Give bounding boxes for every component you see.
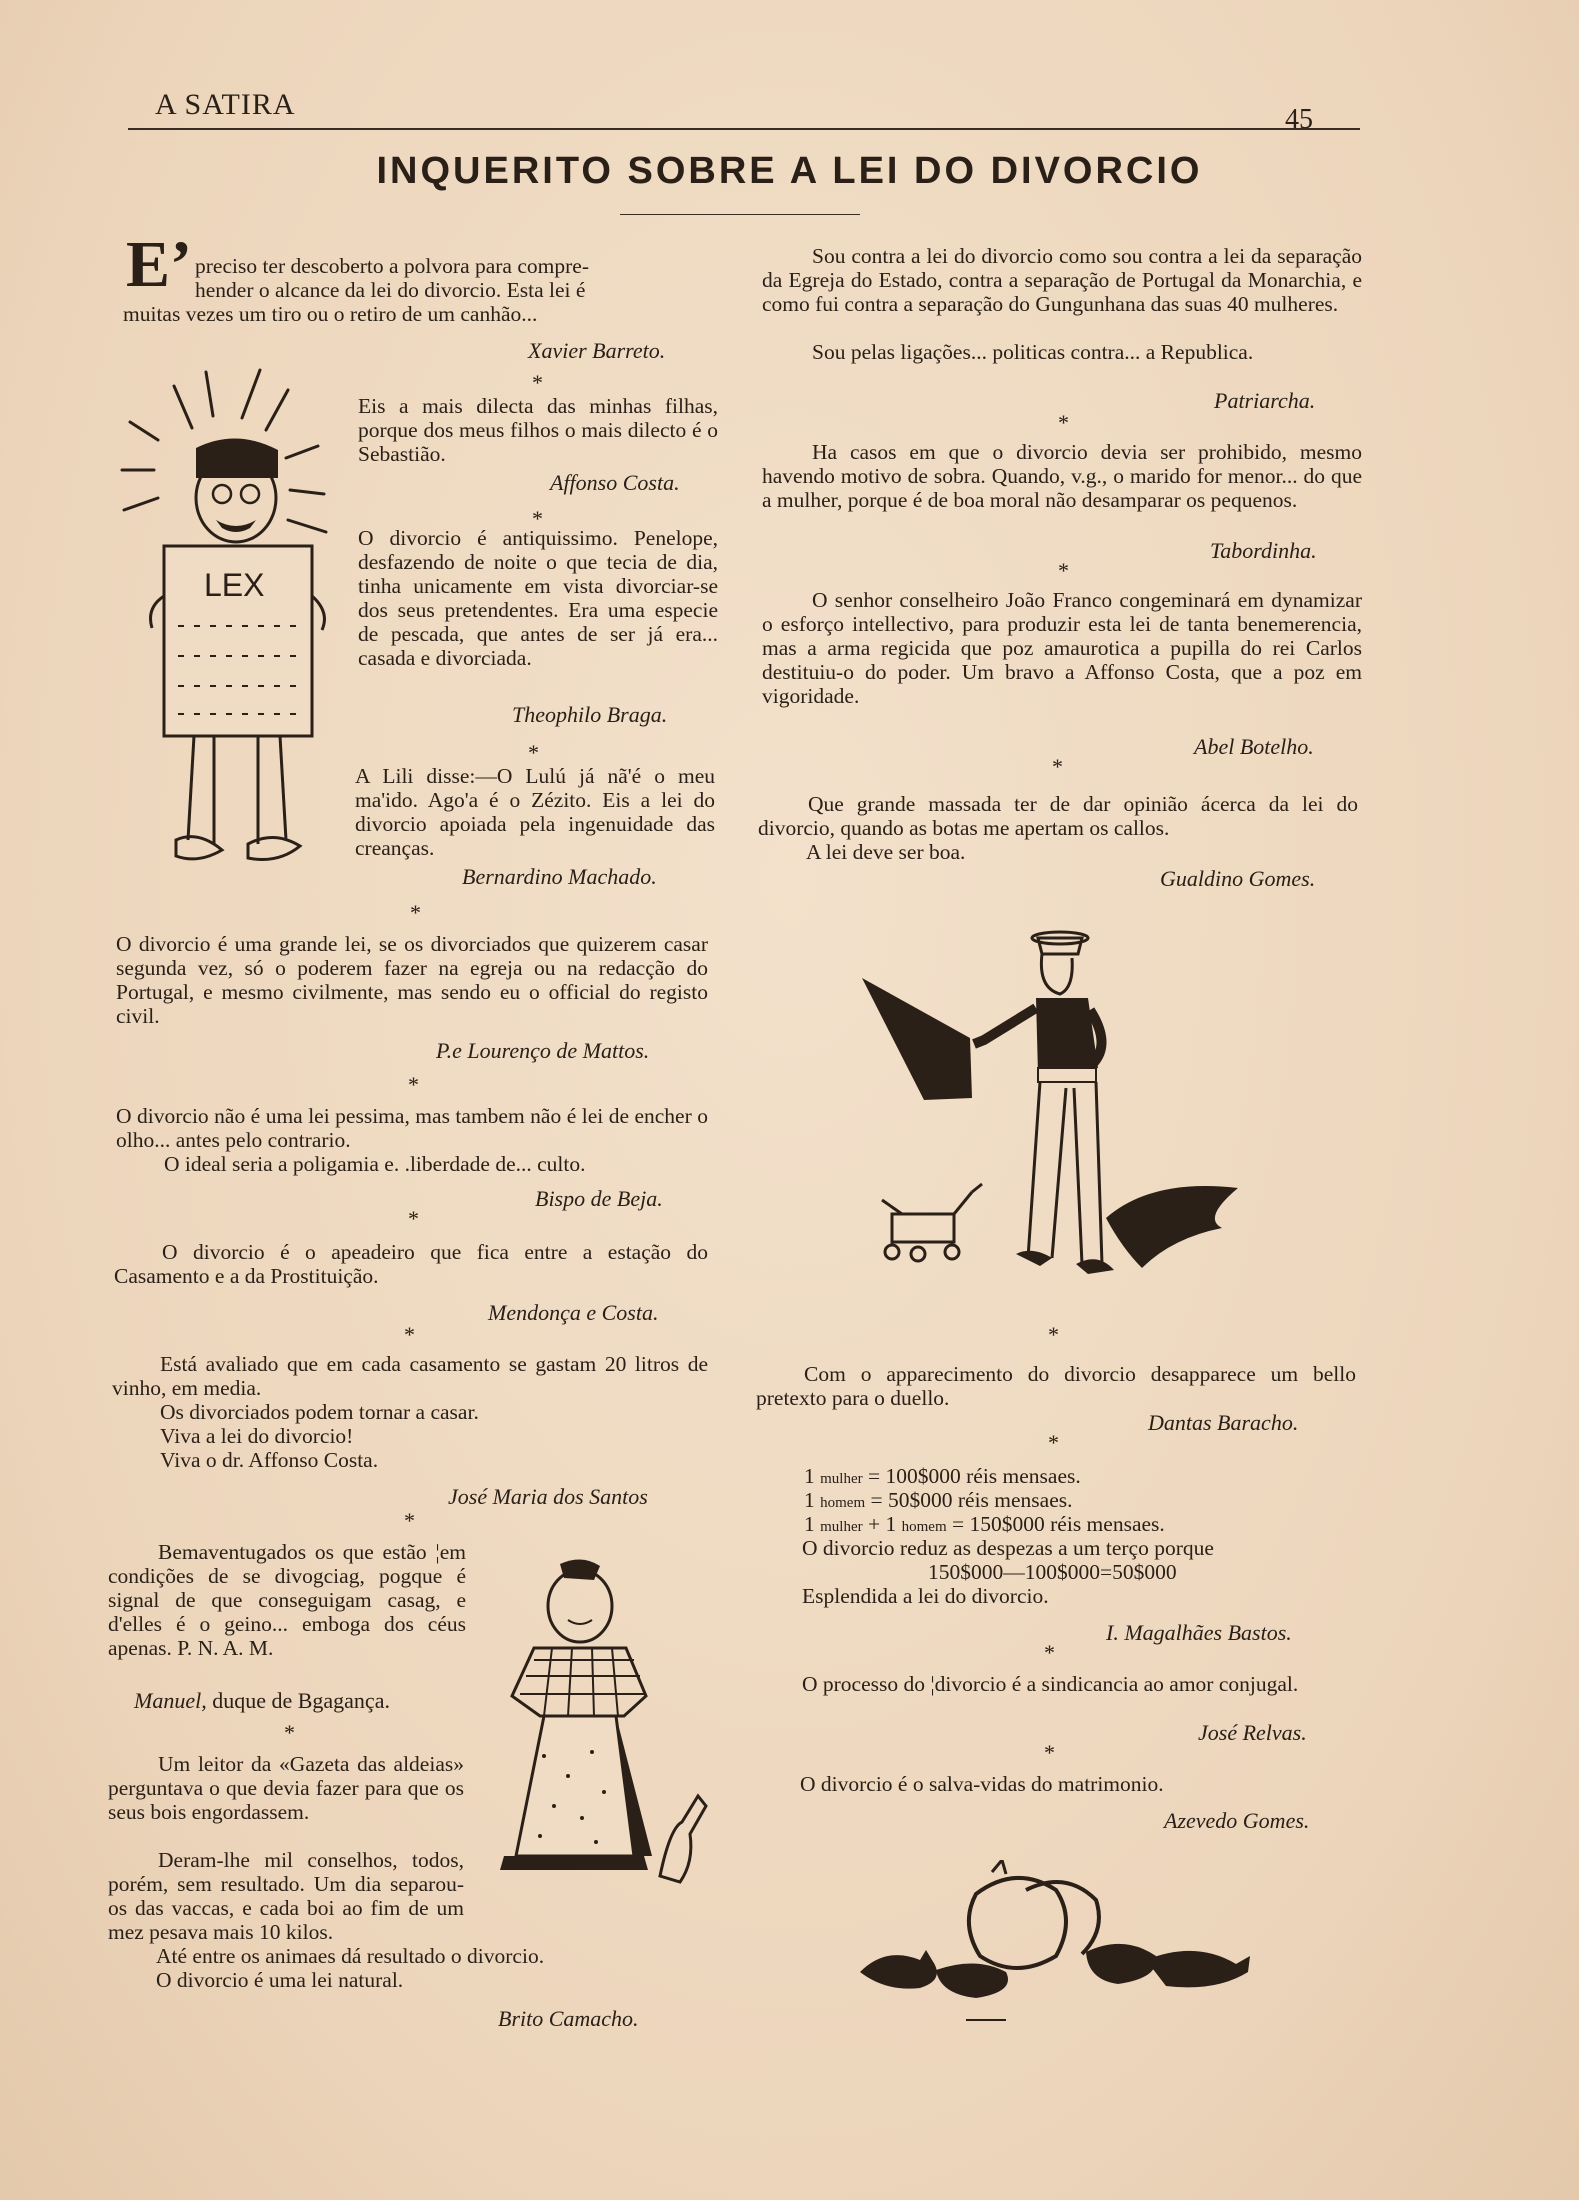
machado-text: A Lili disse:—O Lulú já nã'é o meu ma'ido. Ago'a é o Zézito. Eis a lei do divorcio apoiada pela ingenuidade das creanças. <box>355 764 715 860</box>
page-number: 45 <box>1285 104 1313 135</box>
equation-1 <box>804 1464 1081 1489</box>
mendonca-text: O divorcio é o apeadeiro que fica entre a estação do Casamento e a da Prostituição. <box>114 1240 708 1288</box>
braga-text: O divorcio é antiquissimo. Penelope, desfazendo de noite o que tecia de dia, tinha unicamente em vista divorciar-se dos seus pretendentes. Era uma especie de pescada, que antes de ser já era... casada e divorciada. <box>358 526 718 670</box>
separator: * <box>408 1206 419 1231</box>
eq1-result: = 100$000 réis mensaes. <box>868 1464 1081 1488</box>
beja-text-2: O ideal seria a poligamia e. .liberdade de... culto. <box>164 1152 586 1176</box>
bastos-text-6: Esplendida a lei do divorcio. <box>802 1584 1049 1608</box>
signature-beja: Bispo de Beja. <box>535 1186 663 1211</box>
signature-manuel <box>134 1688 390 1714</box>
article-title: INQUERITO SOBRE A LEI DO DIVORCIO <box>376 150 1203 192</box>
signature-affonso: Affonso Costa. <box>550 470 680 495</box>
camacho-text-2: Deram-lhe mil conselhos, todos, porém, sem resultado. Um dia separou-os das vaccas, e cada boi ao fim de um mez pesava mais 10 kilos. <box>108 1848 464 1944</box>
separator: * <box>1058 558 1069 583</box>
santos-text-3: Viva a lei do divorcio! <box>160 1424 354 1448</box>
separator: * <box>1058 410 1069 435</box>
bastos-text-4: O divorcio reduz as despezas a um terço porque <box>802 1536 1214 1560</box>
drop-cap: E’ <box>126 228 192 301</box>
lex-sign-label: LEX <box>204 567 265 603</box>
patriarcha-text-1: Sou contra a lei do divorcio como sou contra a lei da separação da Egreja do Estado, contra a separação de Portugal da Monarchia, e como fui contra a separação do Gungunhana das suas 40 mulheres. <box>762 244 1362 316</box>
signature-barreto: Xavier Barreto. <box>528 338 666 363</box>
barreto-line-2: hender o alcance da lei do divorcio. Esta lei é <box>195 278 586 302</box>
rats-illustration <box>856 1860 1256 2024</box>
santos-text-1: Está avaliado que em cada casamento se gastam 20 litros de vinho, em media. <box>112 1352 708 1400</box>
relvas-text: O processo do ¦divorcio é a sindicancia ao amor conjugal. <box>802 1672 1299 1696</box>
affonso-text: Eis a mais dilecta das minhas filhas, porque dos meus filhos o mais dilecto é o Sebastião. <box>358 394 718 466</box>
signature-tabordinha: Tabordinha. <box>1210 538 1317 563</box>
woman-cat-illustration <box>484 1556 710 1892</box>
header-rule <box>128 128 1360 130</box>
separator: * <box>528 740 539 765</box>
eq2-qty: 1 <box>804 1488 815 1512</box>
separator: * <box>1044 1640 1055 1665</box>
santos-text-4: Viva o dr. Affonso Costa. <box>160 1448 379 1472</box>
mattos-text: O divorcio é uma grande lei, se os divorciados que quizerem casar segunda vez, só o poderem fazer na egreja ou na redacção do Portugal, e mesmo civilmente, mas sendo eu o official do registo civil. <box>116 932 708 1028</box>
separator: * <box>404 1508 415 1533</box>
bastos-text-5: 150$000—100$000=50$000 <box>928 1560 1177 1584</box>
camacho-text-4: O divorcio é uma lei natural. <box>156 1968 404 1992</box>
barreto-line-3: muitas vezes um tiro ou o retiro de um canhão... <box>123 302 538 326</box>
tabordinha-text: Ha casos em que o divorcio devia ser prohibido, mesmo havendo motivo de sobra. Quando, v.g., o marido for menor... do que a mulher, porque é de boa moral não desamparar os pequenos. <box>762 440 1362 512</box>
separator: * <box>1044 1740 1055 1765</box>
eq3-qty: 1 <box>804 1512 815 1536</box>
lex-cartoon-illustration <box>118 360 354 880</box>
separator: * <box>532 506 543 531</box>
separator: * <box>1052 754 1063 779</box>
eq3-result: = 150$000 réis mensaes. <box>952 1512 1165 1536</box>
azevedo-text: O divorcio é o salva-vidas do matrimonio. <box>800 1772 1164 1796</box>
camacho-text-1: Um leitor da «Gazeta das aldeias» perguntava o que devia fazer para que os seus bois engordassem. <box>108 1752 464 1824</box>
signature-patriarcha: Patriarcha. <box>1214 388 1316 413</box>
bullfighter-illustration <box>852 918 1248 1296</box>
baracho-text: Com o apparecimento do divorcio desapparece um bello pretexto para o duello. <box>756 1362 1356 1410</box>
signature-braga: Theophilo Braga. <box>512 702 668 727</box>
barreto-line-1: preciso ter descoberto a polvora para compre- <box>195 254 589 278</box>
manuel-text: Bemaventugados os que estão ¦em condições de se divogciag, pogque é signal de que conseguigam casag, e d'elles é o geino... emboga dos céus apenas. P. N. A. M. <box>108 1540 466 1660</box>
eq1-qty: 1 <box>804 1464 815 1488</box>
equation-2 <box>804 1488 1073 1513</box>
signature-manuel-name: Manuel, <box>134 1688 207 1713</box>
signature-bastos: I. Magalhães Bastos. <box>1106 1620 1292 1645</box>
signature-azevedo: Azevedo Gomes. <box>1164 1808 1310 1833</box>
signature-mendonca: Mendonça e Costa. <box>488 1300 659 1325</box>
signature-mattos: P.e Lourenço de Mattos. <box>436 1038 650 1063</box>
signature-camacho: Brito Camacho. <box>498 2006 639 2031</box>
beja-text-1: O divorcio não é uma lei pessima, mas tambem não é lei de encher o olho... antes pelo contrario. <box>116 1104 708 1152</box>
eq2-result: = 50$000 réis mensaes. <box>870 1488 1073 1512</box>
eq2-unit: homem <box>820 1495 866 1511</box>
title-underline <box>620 214 860 215</box>
signature-relvas: José Relvas. <box>1198 1720 1307 1745</box>
signature-botelho: Abel Botelho. <box>1194 734 1314 759</box>
equation-3 <box>804 1512 1165 1537</box>
separator: * <box>1048 1430 1059 1455</box>
publication-name: A SATIRA <box>155 88 296 121</box>
separator: * <box>532 370 543 395</box>
eq3-unit-a: mulher <box>820 1519 863 1535</box>
santos-text-2: Os divorciados podem tornar a casar. <box>160 1400 479 1424</box>
separator: * <box>404 1322 415 1347</box>
signature-gualdino: Gualdino Gomes. <box>1160 866 1316 891</box>
signature-baracho: Dantas Baracho. <box>1148 1410 1299 1435</box>
separator: * <box>1048 1322 1059 1347</box>
separator: * <box>408 1072 419 1097</box>
separator: * <box>410 900 421 925</box>
signature-manuel-title: duque de Bgagança. <box>206 1688 390 1713</box>
signature-santos: José Maria dos Santos <box>448 1484 648 1509</box>
eq3-unit-b: homem <box>901 1519 947 1535</box>
separator: * <box>284 1720 295 1745</box>
botelho-text: O senhor conselheiro João Franco congeminará em dynamizar o esforço intellectivo, para produzir esta lei de tanta benemerencia, mas a arma regicida que poz amaurotica a pupilla do rei Carlos destituiu-o do poder. Um bravo a Affonso Costa, que a poz em vigoridade. <box>762 588 1362 708</box>
gualdino-text-1: Que grande massada ter de dar opinião ácerca da lei do divorcio, quando as botas me apertam os callos. <box>758 792 1358 840</box>
camacho-text-3: Até entre os animaes dá resultado o divorcio. <box>156 1944 545 1968</box>
gualdino-text-2: A lei deve ser boa. <box>806 840 966 864</box>
eq3-plus: + 1 <box>868 1512 897 1536</box>
eq1-unit: mulher <box>820 1471 863 1487</box>
signature-machado: Bernardino Machado. <box>462 864 657 889</box>
patriarcha-text-2: Sou pelas ligações... politicas contra... a Republica. <box>812 340 1254 364</box>
